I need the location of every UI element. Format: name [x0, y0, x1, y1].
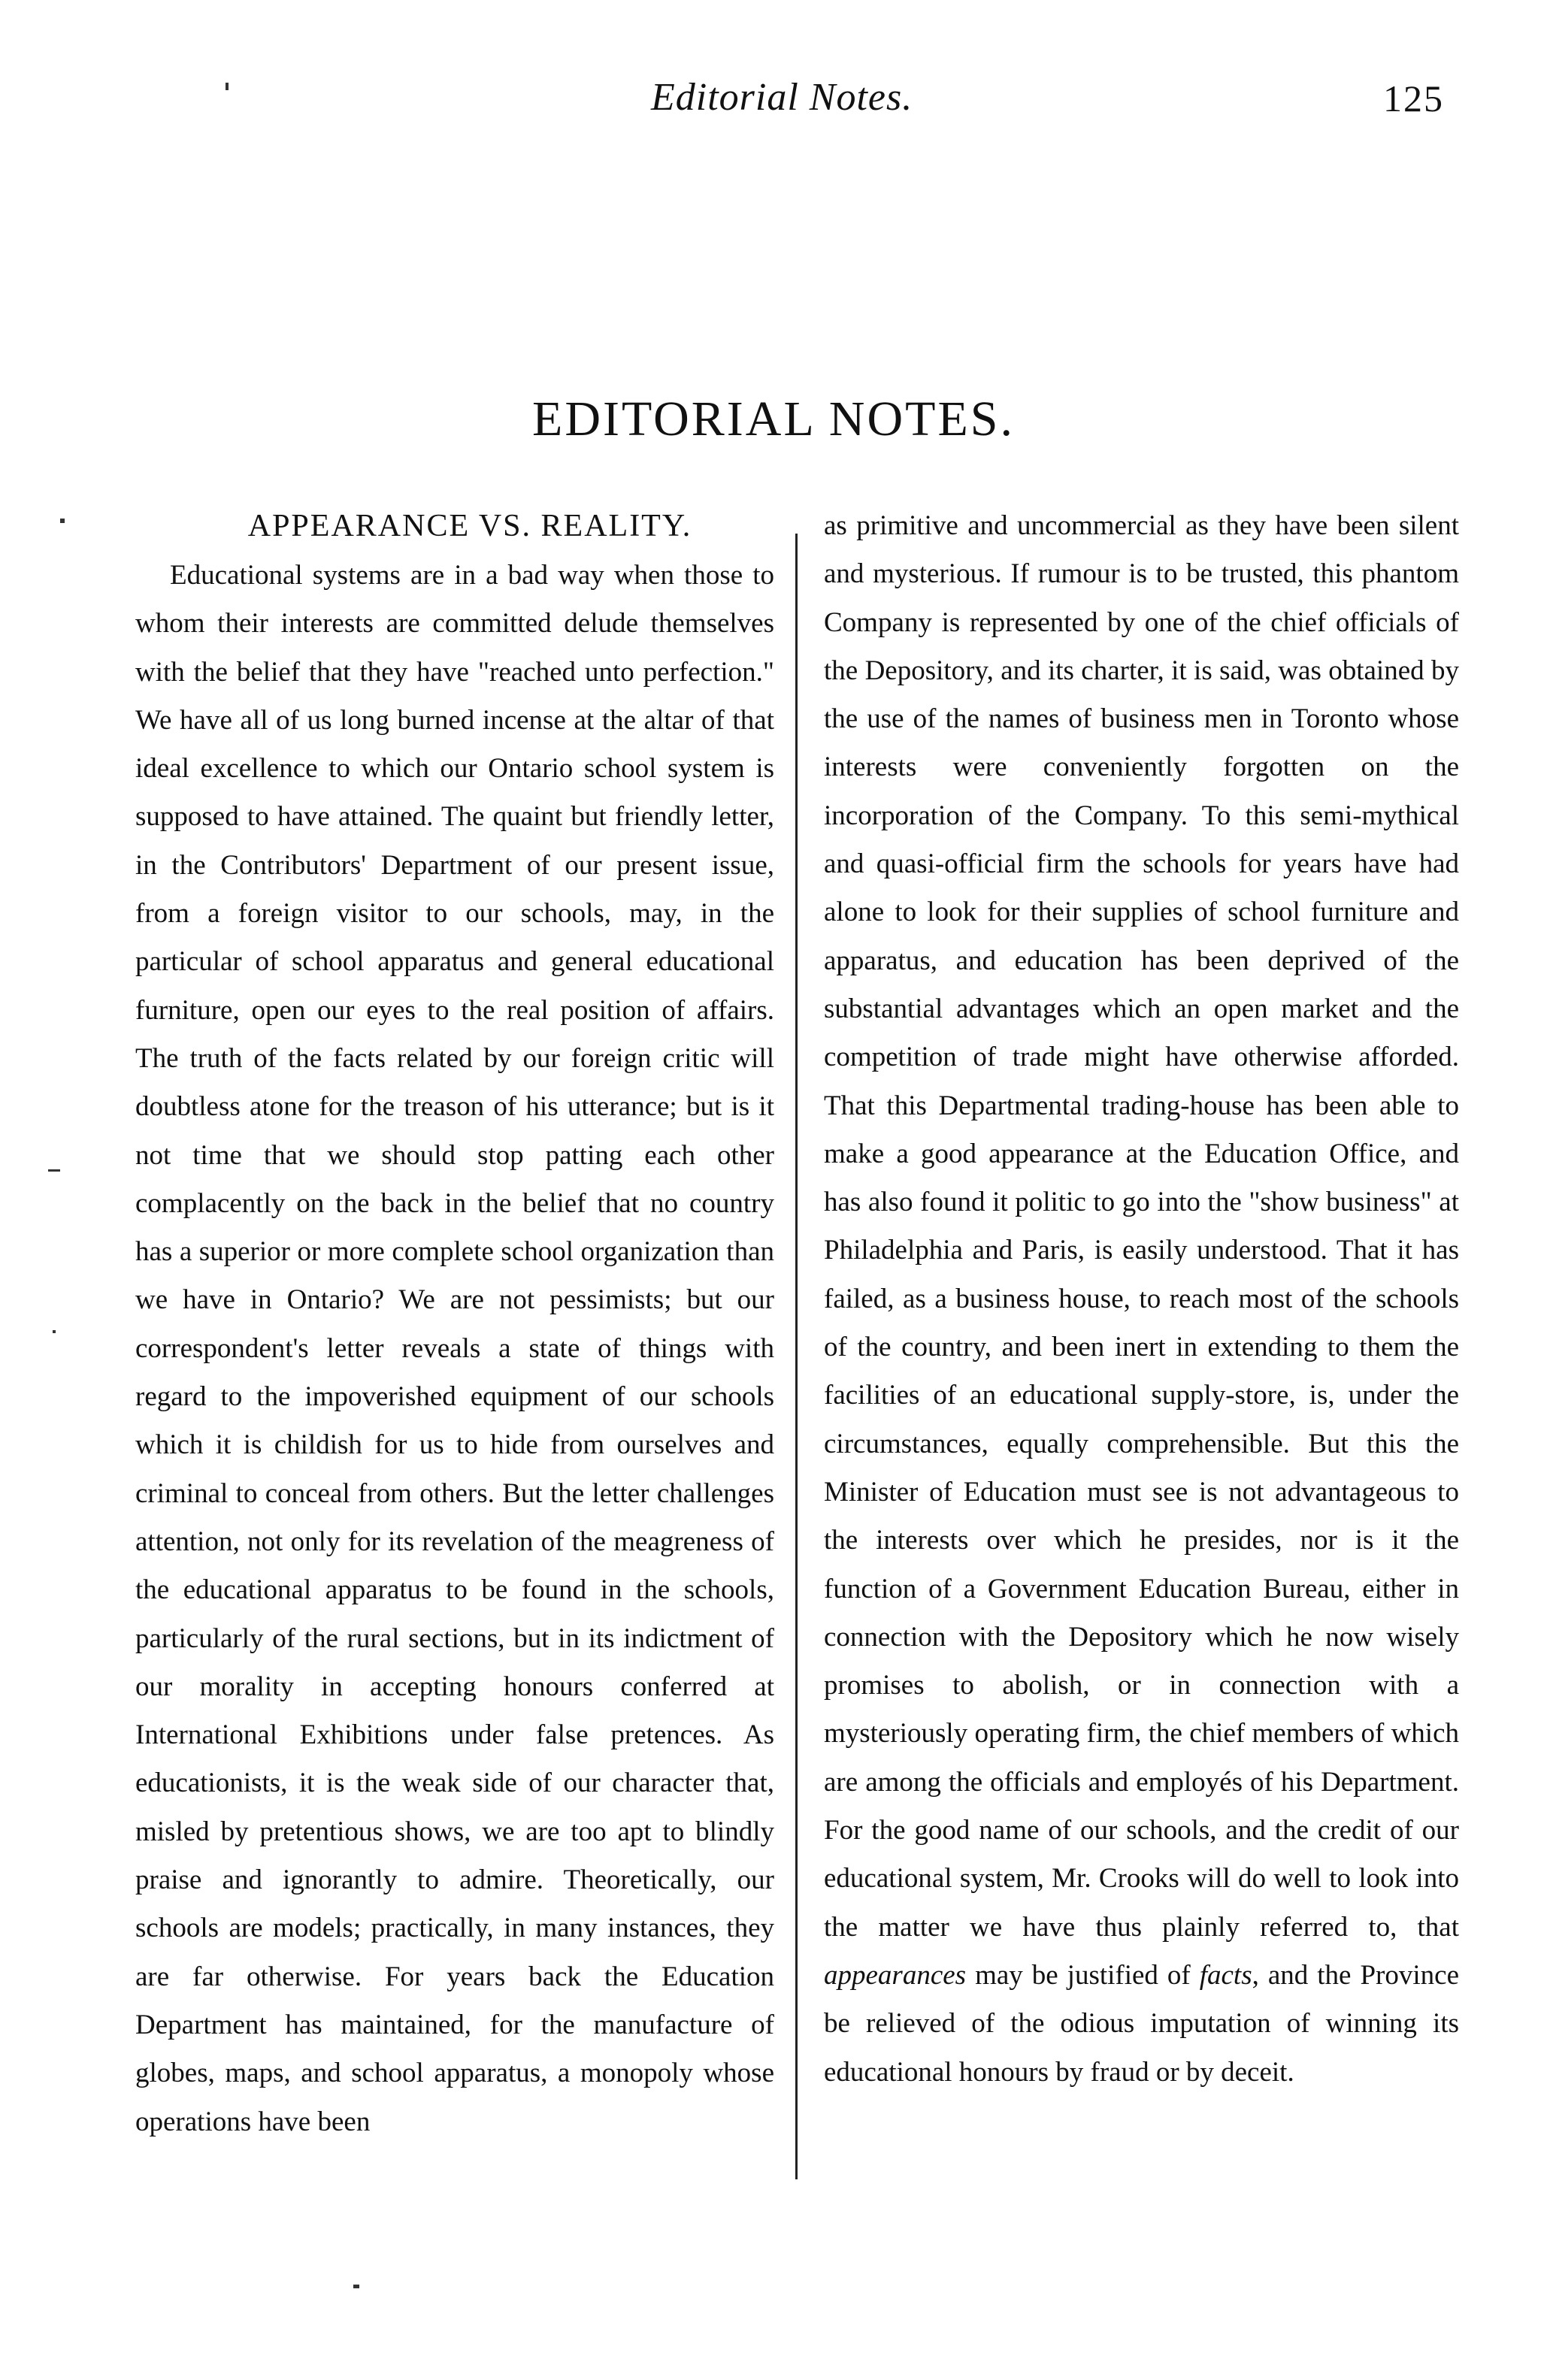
right-column-text-part1: as primitive and uncommercial as they have been silent and mysterious. If rumour is to be trusted, this phantom Company is represented by one of the chief officials of the Depository, and its charter, it is said, was obtained by the use of the names of business men in Toronto whose interests were conveniently forgotten on the incorporation of the Company. To this semi-mythical and quasi-official firm the schools for years have had alone to look for their supplies of school furniture and apparatus, and education has been deprived of the substantial advantages which an open market and the competition of trade might have otherwise afforded. That this Departmental trading-house has been able to make a good appearance at the Education Office, and has also found it politic to go into the "show business" at Philadelphia and Paris, is easily understood. That it has failed, as a business house, to reach most of the schools of the country, and been inert in extending to them the facilities of an educational supply-store, is, under the circumstances, equally comprehensible. But this the Minister of Education must see is not advantageous to the interests over which he presides, nor is it the function of a Government Education Bureau, either in connection with the Depository which he now wisely promises to abolish, or in connection with a mysteriously operating firm, the chief members of which are among the officials and employés of his Department. For the good name of our schools, and the credit of our educational system, Mr. Crooks will do well to look into the matter we have thus plainly referred to, that: [824, 510, 1459, 1943]
article-heading: APPEARANCE VS. REALITY.: [247, 509, 692, 543]
scan-speck: [226, 83, 229, 90]
scan-speck: [48, 1169, 60, 1172]
left-column: [135, 502, 774, 2146]
right-column-text-part3: , and the Province be relieved of the odious imputation of winning its educational honours by fraud or by deceit.: [824, 1959, 1459, 2088]
page-number: 125: [1383, 77, 1444, 119]
column-divider: [795, 534, 798, 2179]
emphasis-appearances: appearances: [824, 1959, 967, 1991]
scan-speck: [53, 1330, 56, 1333]
scan-speck: [353, 2285, 359, 2288]
emphasis-facts: facts: [1199, 1959, 1252, 1991]
scan-speck: [60, 519, 65, 523]
right-column-text: [824, 502, 1459, 2097]
right-column: [824, 502, 1459, 2097]
left-column-text: Educational systems are in a bad way when those to whom their interests are committed delude themselves with the belief that they have "reached unto perfection." We have all of us long burned incense at the altar of that ideal excellence to which our Ontario school system is supposed to have attained. The quaint but friendly letter, in the Contributors' Department of our present issue, from a foreign visitor to our schools, may, in the particular of school apparatus and general educational furniture, open our eyes to the real position of affairs. The truth of the facts related by our foreign critic will doubtless atone for the treason of his utterance; but is it not time that we should stop patting each other complacently on the back in the belief that no country has a superior or more complete school organization than we have in Ontario? We are not pessimists; but our correspondent's letter reveals a state of things with regard to the impoverished equipment of our schools which it is childish for us to hide from ourselves and criminal to conceal from others. But the letter challenges attention, not only for its revelation of the meagreness of the educational apparatus to be found in the schools, particularly of the rural sections, but in its indictment of our morality in accepting honours conferred at International Exhibitions under false pretences. As educationists, it is the weak side of our character that, misled by pretentious shows, we are too apt to blindly praise and ignorantly to admire. Theoretically, our schools are models; practically, in many instances, they are far otherwise. For years back the Education Department has maintained, for the manufacture of globes, maps, and school apparatus, a monopoly whose operations have been: [135, 560, 774, 2137]
running-title: Editorial Notes.: [651, 76, 913, 119]
running-head: [0, 75, 1547, 150]
right-column-text-part2: may be justified of: [966, 1959, 1200, 1991]
section-title: EDITORIAL NOTES.: [532, 392, 1015, 446]
